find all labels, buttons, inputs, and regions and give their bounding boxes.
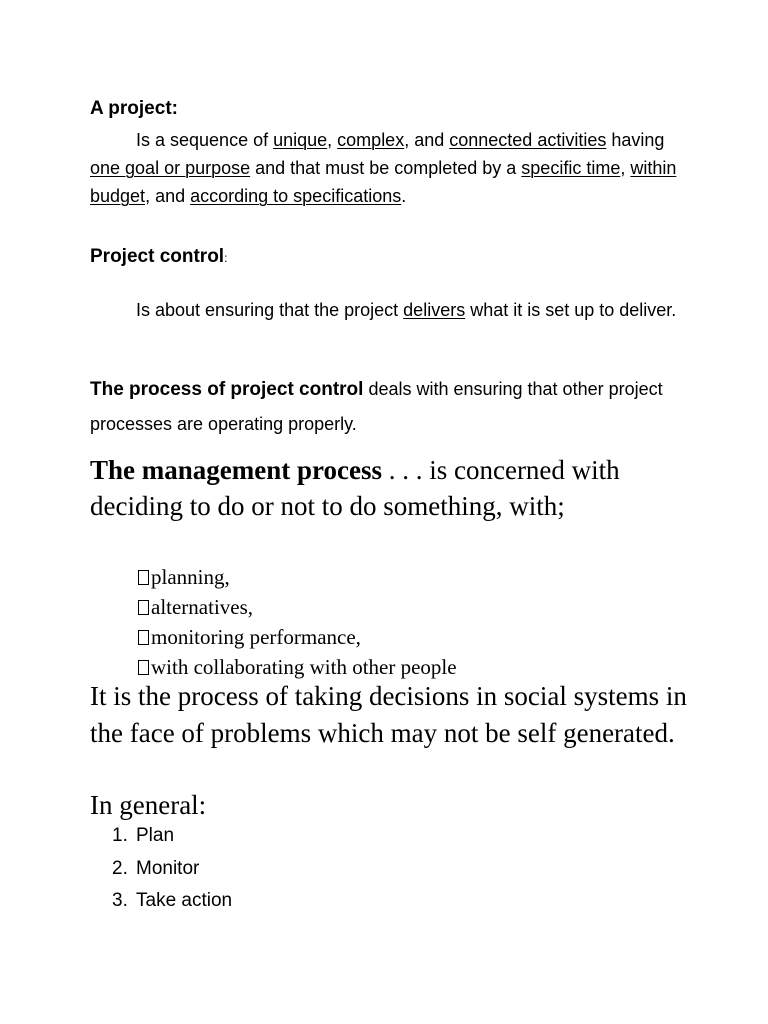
heading-colon: :: [224, 251, 228, 265]
text: . . . is concerned with deciding to do or not to do something, with;: [90, 455, 620, 521]
text: , and: [145, 186, 191, 206]
underlined-specific-time: specific time: [521, 158, 621, 178]
list-item-text: alternatives,: [151, 595, 254, 619]
text: , and: [404, 130, 450, 150]
list-item-text: Plan: [136, 825, 175, 846]
text: having: [606, 130, 665, 150]
list-item: [138, 622, 457, 652]
heading-a-project: A project:: [90, 98, 178, 119]
list-item: [138, 562, 457, 592]
text: ,: [327, 130, 338, 150]
list-item: [112, 885, 232, 918]
list-item-text: with collaborating with other people: [151, 655, 457, 679]
list-item-text: Monitor: [136, 857, 200, 879]
box-bullet-icon: [138, 600, 149, 615]
list-item: [138, 592, 457, 622]
box-bullet-icon: [138, 660, 149, 675]
list-item-text: monitoring performance,: [151, 625, 361, 649]
in-general-heading: In general:: [90, 790, 207, 820]
underlined-within-budget: within budget: [90, 158, 677, 206]
text: and that must be completed by a: [250, 158, 522, 178]
list-number: 2.: [112, 857, 128, 879]
text: what it is set up to deliver.: [465, 300, 677, 320]
text: deals with ensuring that other project processes are operating properly.: [90, 379, 663, 434]
box-bullet-icon: [138, 570, 149, 585]
list-item-text: planning,: [151, 565, 230, 589]
steps-list: [112, 820, 232, 918]
heading-text: Project control: [90, 246, 225, 267]
list-number: 1.: [112, 825, 128, 846]
management-process: [90, 452, 690, 524]
list-number: 3.: [112, 890, 128, 911]
list-item-text: Take action: [136, 890, 233, 911]
project-control-definition: [90, 294, 690, 326]
text: Is about ensuring that the project: [136, 300, 404, 320]
decisions-paragraph: It is the process of taking decisions in social systems in the face of problems which may not be self generated.: [90, 681, 687, 748]
box-bullet-icon: [138, 630, 149, 645]
underlined-one-goal: one goal or purpose: [90, 158, 251, 178]
heading-project-control: [90, 246, 227, 268]
underlined-unique: unique: [273, 130, 328, 150]
list-item: [112, 820, 232, 853]
underlined-connected-activities: connected activities: [449, 130, 607, 150]
lead-text: The process of project control: [90, 379, 364, 400]
text: Is a sequence of: [136, 130, 274, 150]
management-bullets: [138, 562, 457, 682]
text: ,: [620, 158, 631, 178]
lead-text: The management process: [90, 455, 382, 485]
underlined-according-to-specifications: according to specifications: [190, 186, 402, 206]
underlined-delivers: delivers: [403, 300, 466, 320]
underlined-complex: complex: [337, 130, 405, 150]
text: .: [401, 186, 407, 206]
process-of-project-control: [90, 372, 690, 441]
project-definition: [90, 126, 690, 210]
list-item: [112, 853, 232, 886]
